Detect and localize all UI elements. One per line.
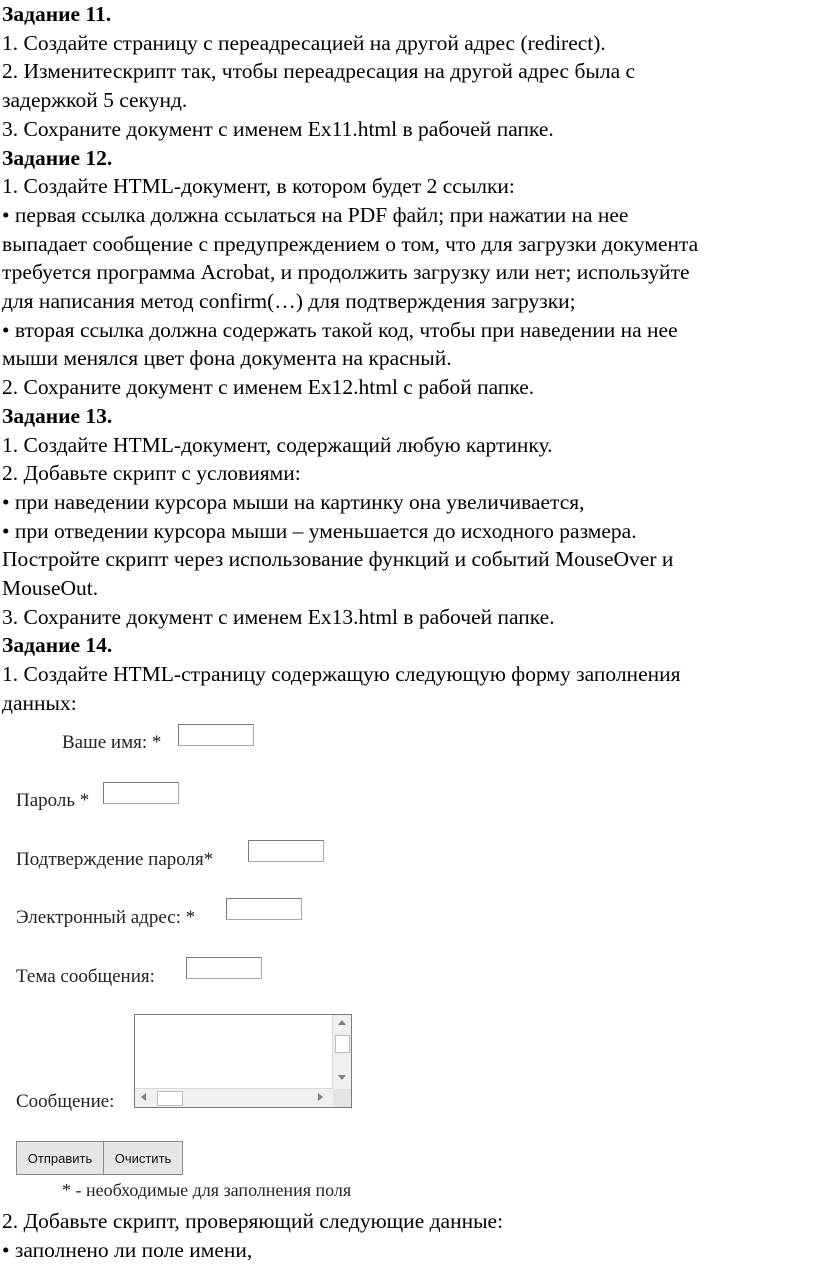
horizontal-scroll-thumb[interactable] bbox=[157, 1091, 183, 1106]
password-input[interactable] bbox=[103, 782, 179, 804]
vertical-scrollbar[interactable] bbox=[332, 1015, 351, 1089]
task-text-line: выпадает сообщение с предупреждением о том, что для загрузки документа bbox=[2, 231, 699, 256]
task-heading: Задание 14. bbox=[2, 633, 113, 658]
horizontal-scrollbar[interactable] bbox=[135, 1088, 333, 1107]
subject-label: Тема сообщения: bbox=[16, 966, 155, 987]
submit-button[interactable]: Отправить bbox=[16, 1141, 104, 1175]
email-input[interactable] bbox=[226, 898, 302, 920]
task-text-line: мыши менялся цвет фона документа на красный. bbox=[2, 346, 452, 371]
task-text-line: для написания метод confirm(…) для подтверждения загрузки; bbox=[2, 289, 576, 313]
task-text-line: требуется программа Acrobat, и продолжить загрузку или нет; используйте bbox=[2, 260, 690, 285]
email-label: Электронный адрес: * bbox=[16, 907, 196, 928]
password-label: Пароль * bbox=[16, 790, 90, 811]
message-textarea[interactable] bbox=[134, 1014, 352, 1108]
vertical-scroll-thumb[interactable] bbox=[335, 1035, 350, 1053]
task-text-line: • при наведении курсора мыши на картинку она увеличивается, bbox=[2, 489, 585, 514]
task-text-line: • заполнено ли поле имени, bbox=[2, 1237, 253, 1262]
task-text-line: данных: bbox=[2, 690, 77, 715]
task-heading: Задание 13. bbox=[2, 403, 113, 428]
name-label: Ваше имя: * bbox=[62, 732, 162, 753]
task-text-line: MouseOut. bbox=[2, 576, 99, 600]
task-text-line: 1. Создайте HTML-документ, в котором будет 2 ссылки: bbox=[2, 174, 515, 199]
task-text-line: задержкой 5 секунд. bbox=[2, 88, 188, 113]
password-confirm-label: Подтверждение пароля* bbox=[16, 849, 214, 870]
reset-button[interactable]: Очистить bbox=[103, 1141, 183, 1175]
task-text-line: 3. Сохраните документ с именем Ex11.html в рабочей папке. bbox=[2, 116, 554, 141]
scroll-left-icon[interactable] bbox=[141, 1093, 146, 1101]
task-heading: Задание 12. bbox=[2, 145, 113, 170]
task-text-line: 2. Добавьте скрипт, проверяющий следующие данные: bbox=[2, 1209, 504, 1233]
task-text-line: • вторая ссылка должна содержать такой код, чтобы при наведении на нее bbox=[2, 317, 678, 342]
task-text-line: Постройте скрипт через использование функций и событий MouseOver и bbox=[2, 547, 674, 572]
subject-input[interactable] bbox=[186, 957, 262, 979]
task-text-line: 1. Создайте HTML-документ, содержащий любую картинку. bbox=[2, 432, 553, 457]
task-text-line: 3. Сохраните документ с именем Ex13.html в рабочей папке. bbox=[2, 604, 555, 629]
scroll-up-icon[interactable] bbox=[338, 1020, 346, 1025]
scroll-down-icon[interactable] bbox=[338, 1075, 346, 1080]
name-input[interactable] bbox=[178, 724, 254, 746]
scroll-right-icon[interactable] bbox=[318, 1093, 323, 1101]
task-text-line: 2. Добавьте скрипт с условиями: bbox=[2, 461, 301, 486]
task-text-line: 2. Сохраните документ с именем Ex12.html с рабой папке. bbox=[2, 375, 535, 400]
message-label: Сообщение: bbox=[16, 1091, 115, 1112]
task-text-line: • при отведении курсора мыши – уменьшается до исходного размера. bbox=[2, 518, 637, 543]
form-screenshot bbox=[0, 716, 460, 1206]
task-text-line: • первая ссылка должна ссылаться на PDF файл; при нажатии на нее bbox=[2, 202, 629, 227]
required-fields-note: * - необходимые для заполнения поля bbox=[62, 1180, 352, 1200]
task-heading: Задание 11. bbox=[2, 2, 112, 26]
password-confirm-input[interactable] bbox=[248, 840, 324, 862]
task-text-line: 1. Создайте HTML-страницу содержащую следующую форму заполнения bbox=[2, 662, 681, 687]
task-text-line: 2. Изменитескрипт так, чтобы переадресация на другой адрес была с bbox=[2, 59, 636, 84]
scrollbar-corner bbox=[333, 1089, 351, 1107]
task-text-line: 1. Создайте страницу с переадресацией на другой адрес (redirect). bbox=[2, 30, 606, 55]
